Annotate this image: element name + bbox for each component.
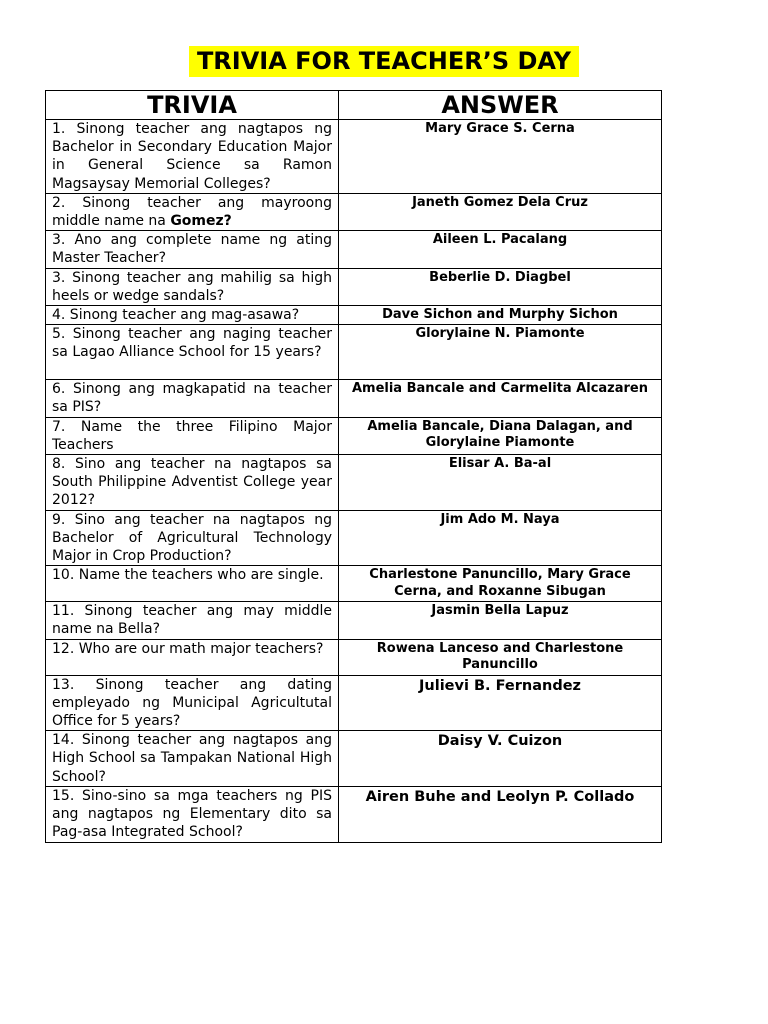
- question-text: 3. Ano ang complete name ng ating Master Teacher?: [52, 232, 332, 267]
- table-row: [46, 639, 662, 675]
- answer-cell: Amelia Bancale and Carmelita Alcazaren: [339, 380, 662, 417]
- question-text: 15. Sino-sino sa mga teachers ng PIS ang nagtapos ng Elementary dito sa Pag-asa Integrated School?: [52, 787, 332, 841]
- question-text: 9. Sino ang teacher na nagtapos ng Bachelor of Agricultural Technology Major in Crop Production?: [52, 511, 332, 565]
- question-cell: [46, 306, 339, 325]
- answer-cell: Elisar A. Ba-al: [339, 455, 662, 511]
- question-cell: [46, 731, 339, 787]
- column-header-answer: ANSWER: [339, 91, 662, 120]
- question-cell: [46, 566, 339, 602]
- question-cell: [46, 675, 339, 731]
- question-cell: [46, 193, 339, 230]
- question-cell: [46, 325, 339, 380]
- answer-cell: Dave Sichon and Murphy Sichon: [339, 306, 662, 325]
- question-text: 7. Name the three Filipino Major Teachers: [52, 418, 332, 453]
- table-row: [46, 325, 662, 380]
- question-text: 11. Sinong teacher ang may middle name na Bella?: [52, 603, 332, 638]
- question-cell: [46, 455, 339, 511]
- table-row: [46, 268, 662, 305]
- question-text: 14. Sinong teacher ang nagtapos ang High School sa Tampakan National High School?: [52, 732, 332, 785]
- header-row: [46, 91, 662, 120]
- question-cell: [46, 510, 339, 566]
- question-cell: [46, 639, 339, 675]
- table-row: [46, 510, 662, 566]
- table-row: [46, 786, 662, 842]
- answer-cell: Mary Grace S. Cerna: [339, 120, 662, 194]
- answer-cell: Rowena Lanceso and Charlestone Panuncillo: [339, 639, 662, 675]
- document-title: TRIVIA FOR TEACHER’S DAY: [189, 46, 579, 77]
- table-row: [46, 675, 662, 731]
- question-text: 3. Sinong teacher ang mahilig sa high heels or wedge sandals?: [52, 269, 332, 304]
- question-cell: [46, 602, 339, 639]
- table-row: [46, 306, 662, 325]
- question-cell: [46, 786, 339, 842]
- answer-cell: Glorylaine N. Piamonte: [339, 325, 662, 380]
- question-text: 5. Sinong teacher ang naging teacher sa Lagao Alliance School for 15 years?: [52, 326, 332, 361]
- answer-cell: Aileen L. Pacalang: [339, 231, 662, 268]
- answer-cell: Jim Ado M. Naya: [339, 510, 662, 566]
- trivia-table: [45, 90, 662, 843]
- question-cell: [46, 120, 339, 194]
- question-text: 1. Sinong teacher ang nagtapos ng Bachelor in Secondary Education Major in General Science sa Ramon Magsaysay Memorial Colleges?: [52, 121, 332, 192]
- question-text: [52, 194, 332, 230]
- table-row: [46, 120, 662, 194]
- question-text: 6. Sinong ang magkapatid na teacher sa PIS?: [52, 381, 332, 416]
- question-text: 4. Sinong teacher ang mag-asawa?: [52, 307, 300, 324]
- answer-cell: Janeth Gomez Dela Cruz: [339, 193, 662, 230]
- question-cell: [46, 231, 339, 268]
- table-row: [46, 231, 662, 268]
- table-row: [46, 731, 662, 787]
- question-cell: [46, 417, 339, 454]
- question-text: 12. Who are our math major teachers?: [52, 640, 324, 657]
- question-cell: [46, 380, 339, 417]
- answer-cell: Amelia Bancale, Diana Dalagan, and Glorylaine Piamonte: [339, 417, 662, 454]
- question-text-part: 2. Sinong teacher ang mayroong middle name na: [52, 194, 332, 230]
- question-cell: [46, 268, 339, 305]
- table-row: [46, 380, 662, 417]
- table-row: [46, 566, 662, 602]
- answer-cell: Jasmin Bella Lapuz: [339, 602, 662, 639]
- question-emphasis: Gomez?: [170, 213, 232, 230]
- answer-cell: Charlestone Panuncillo, Mary Grace Cerna, and Roxanne Sibugan: [339, 566, 662, 602]
- table-row: [46, 455, 662, 511]
- column-header-trivia: TRIVIA: [46, 91, 339, 120]
- table-row: [46, 193, 662, 230]
- question-text: 8. Sino ang teacher na nagtapos sa South Philippine Adventist College year 2012?: [52, 456, 332, 509]
- answer-cell: Julievi B. Fernandez: [339, 675, 662, 731]
- answer-cell: Beberlie D. Diagbel: [339, 268, 662, 305]
- question-text: 10. Name the teachers who are single.: [52, 567, 324, 584]
- answer-cell: Daisy V. Cuizon: [339, 731, 662, 787]
- table-row: [46, 417, 662, 454]
- table-row: [46, 602, 662, 639]
- question-text: 13. Sinong teacher ang dating empleyado ng Municipal Agricultutal Office for 5 years?: [52, 676, 332, 730]
- answer-cell: Airen Buhe and Leolyn P. Collado: [339, 786, 662, 842]
